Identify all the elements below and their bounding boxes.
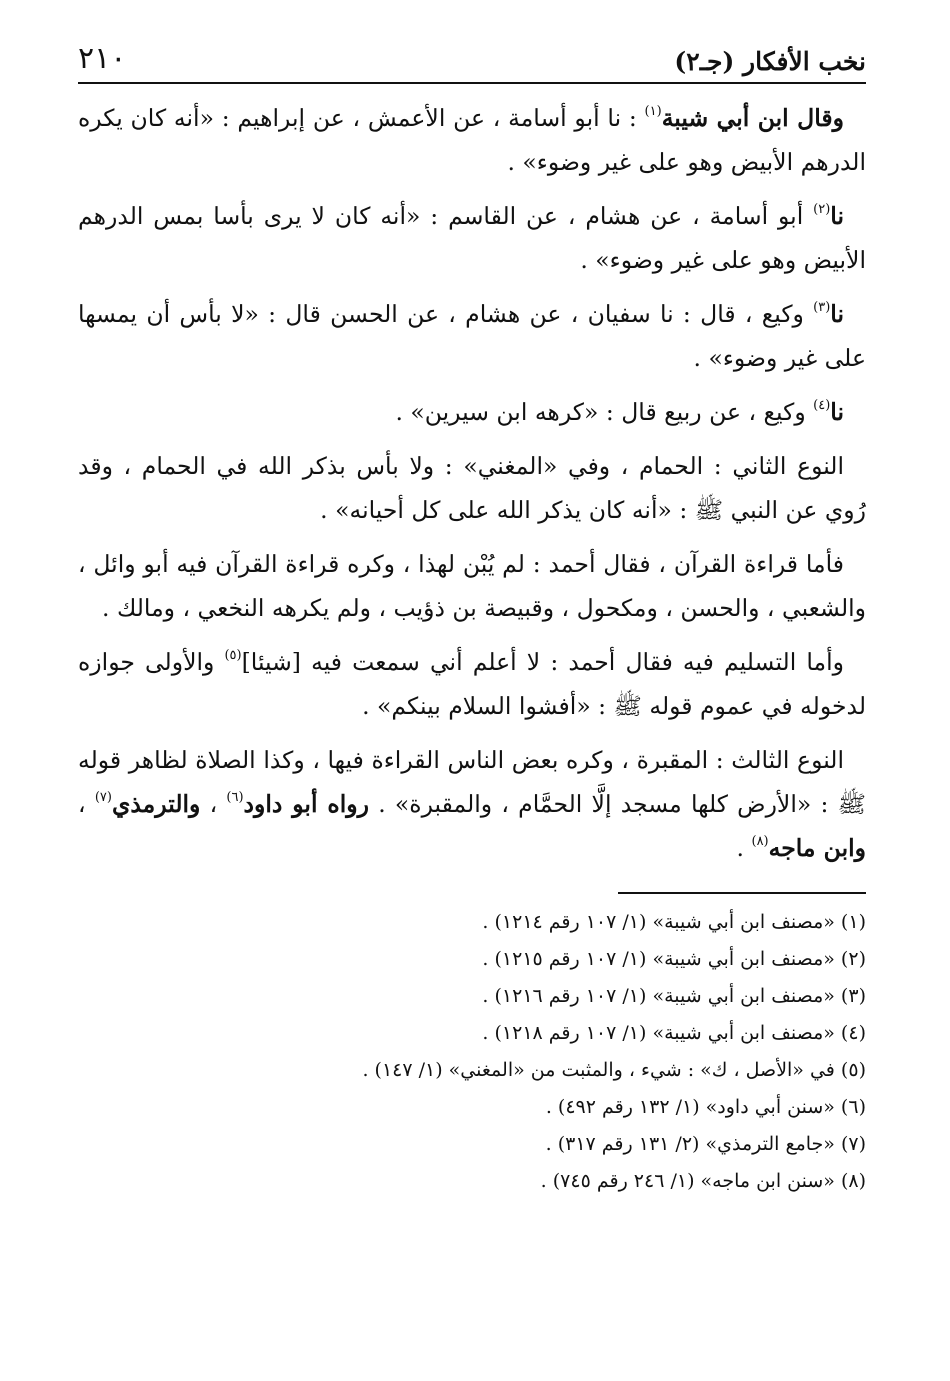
footnote: (٢) «مصنف ابن أبي شيبة» (١/ ١٠٧ رقم ١٢١٥) . [482, 948, 866, 970]
footnote: (٨) «سنن ابن ماجه» (١/ ٢٤٦ رقم ٧٤٥) . [540, 1170, 866, 1192]
bold-phrase: وابن ماجه [768, 834, 866, 862]
page-number: ٢١٠ [78, 41, 127, 76]
text-run: وكيع ، عن ربيع قال : «كرهه ابن سيرين» . [395, 398, 814, 426]
text-run: وأما التسليم فيه فقال أحمد : لا أعلم أني سمعت فيه [شيئا] [241, 648, 844, 676]
footnote: (١) «مصنف ابن أبي شيبة» (١/ ١٠٧ رقم ١٢١٤) . [482, 911, 866, 933]
footnote-ref: (٦) [226, 790, 244, 805]
book-page [78, 34, 866, 1200]
footnote: (٦) «سنن أبي داود» (١/ ١٣٢ رقم ٤٩٢) . [545, 1096, 866, 1118]
paragraph [78, 542, 866, 630]
footnote-ref: (٧) [94, 790, 112, 805]
footnote-ref: (٣) [813, 300, 831, 315]
bold-phrase: والترمذي [111, 790, 201, 818]
text-run: فأما قراءة القرآن ، فقال أحمد : لم يُبْن لهذا ، وكره قراءة القرآن فيه أبو وائل ، والشعبي ، والحسن ، ومكحول ، وقبيصة بن ذؤيب ، ولم يكرهه النخعي ، ومالك . [78, 550, 866, 622]
book-title: نخب الأفكار (جـ٢) [674, 47, 866, 76]
paragraph [78, 96, 866, 184]
text-run: أبو أسامة ، عن هشام ، عن القاسم : «أنه كان لا يرى بأسا بمس الدرهم الأبيض وهو على غير وضوء» . [78, 202, 866, 274]
text-run: ، [78, 790, 95, 818]
header-rule [78, 82, 866, 84]
footnote: (٥) في «الأصل ، ك» : شيء ، والمثبت من «المغني» (١/ ١٤٧) . [362, 1059, 866, 1081]
text-run: : نا أبو أسامة ، عن الأعمش ، عن إبراهيم : «أنه كان يكره الدرهم الأبيض وهو على غير وضوء» . [78, 104, 866, 176]
footnote: (٣) «مصنف ابن أبي شيبة» (١/ ١٠٧ رقم ١٢١٦) . [482, 985, 866, 1007]
bold-phrase: نا [830, 300, 844, 328]
paragraph [78, 292, 866, 380]
main-text [78, 96, 866, 870]
bold-phrase: نا [830, 398, 844, 426]
paragraph [78, 738, 866, 870]
text-run: وكيع ، قال : نا سفيان ، عن هشام ، عن الحسن قال : «لا بأس أن يمسها على غير وضوء» . [78, 300, 866, 372]
bold-phrase: رواه أبو داود [243, 790, 369, 818]
text-run: النوع الثالث : المقبرة ، وكره بعض الناس القراءة فيها ، وكذا الصلاة لظاهر قوله ﷺ : «الأرض كلها مسجد إلَّا الحمَّام ، والمقبرة» . [78, 746, 866, 818]
paragraph [78, 390, 866, 434]
footnotes [78, 904, 866, 1200]
footnote-ref: (٥) [224, 648, 242, 663]
text-run: النوع الثاني : الحمام ، وفي «المغني» : ولا بأس بذكر الله في الحمام ، وقد رُوي عن النبي ﷺ : «أنه كان يذكر الله على كل أحيانه» . [78, 452, 866, 524]
footnote: (٤) «مصنف ابن أبي شيبة» (١/ ١٠٧ رقم ١٢١٨) . [482, 1022, 866, 1044]
bold-phrase: نا [830, 202, 844, 230]
page-header [78, 34, 866, 76]
footnote-ref: (٢) [813, 202, 831, 217]
footnote: (٧) «جامع الترمذي» (٢/ ١٣١ رقم ٣١٧) . [545, 1133, 866, 1155]
paragraph [78, 444, 866, 532]
footnote-separator [618, 892, 866, 894]
footnote-ref: (١) [644, 104, 662, 119]
paragraph [78, 640, 866, 728]
footnote-ref: (٤) [813, 398, 831, 413]
text-run: ، [200, 790, 227, 818]
footnote-ref: (٨) [751, 834, 769, 849]
text-run: والأولى جوازه لدخوله في عموم قوله ﷺ : «أفشوا السلام بينكم» . [78, 648, 866, 720]
text-run: . [736, 834, 752, 862]
bold-phrase: وقال ابن أبي شيبة [661, 104, 844, 132]
paragraph [78, 194, 866, 282]
